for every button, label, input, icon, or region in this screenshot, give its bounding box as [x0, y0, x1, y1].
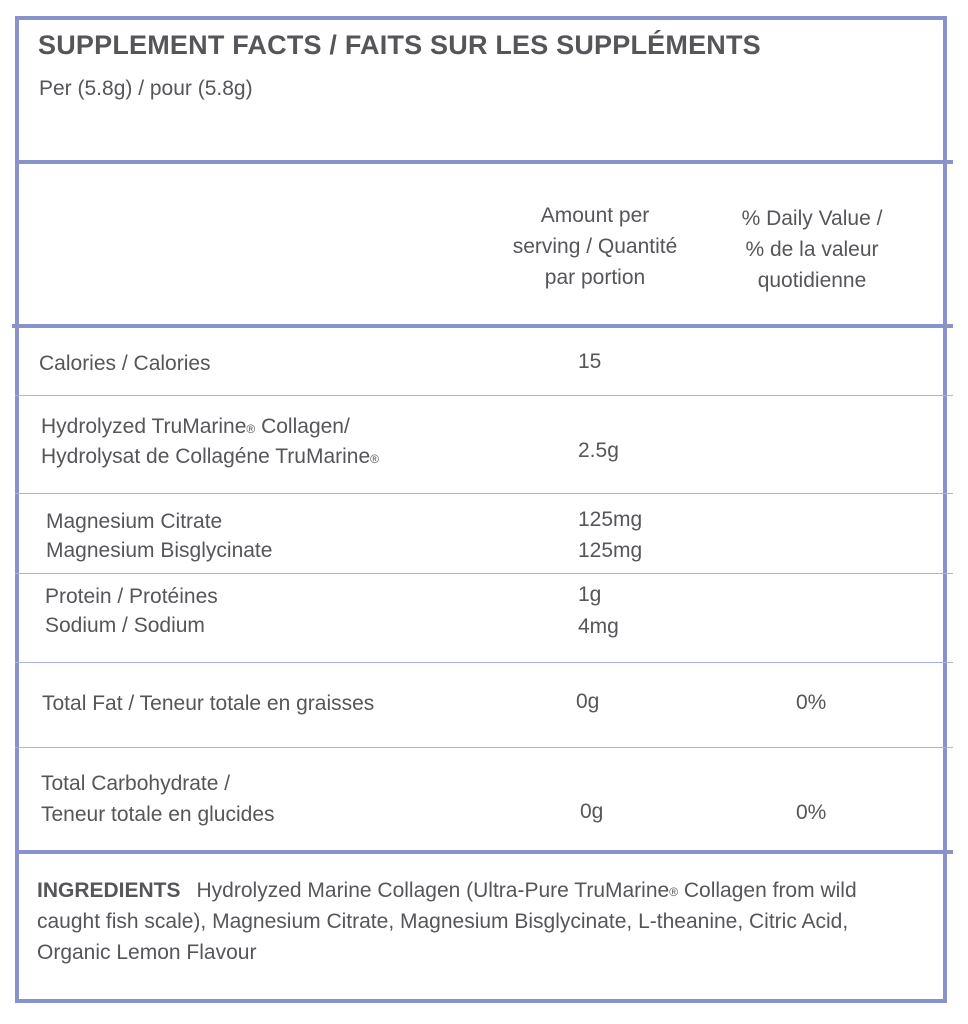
protein-label: Protein / Protéines — [45, 585, 218, 608]
ingredients-divider — [15, 850, 953, 854]
total-carbohydrate-amount: 0g — [580, 800, 604, 823]
total-carbohydrate-dv: 0% — [796, 801, 827, 824]
total-fat-amount: 0g — [576, 690, 600, 713]
panel-title: SUPPLEMENT FACTS / FAITS SUR LES SUPPLÉMENTS — [38, 30, 761, 60]
ingredients-heading: INGREDIENTS — [37, 879, 181, 902]
daily-value-column-heading: % Daily Value / % de la valeur quotidienne — [741, 207, 883, 292]
sodium-label: Sodium / Sodium — [45, 614, 205, 637]
magnesium-citrate-label: Magnesium Citrate — [46, 510, 223, 533]
serving-size: Per (5.8g) / pour (5.8g) — [39, 77, 253, 100]
row-divider — [15, 573, 953, 574]
header-divider — [15, 160, 953, 164]
magnesium-bisglycinate-label: Magnesium Bisglycinate — [46, 539, 273, 562]
calories-label: Calories / Calories — [39, 352, 211, 375]
collagen-label-fr: Hydrolysat de Collagéne TruMarine® — [41, 445, 380, 468]
column-header-divider — [12, 324, 953, 328]
row-divider — [15, 493, 953, 494]
magnesium-citrate-amount: 125mg — [578, 508, 643, 531]
row-divider — [15, 395, 953, 396]
amount-column-heading: Amount per serving / Quantité par portion — [512, 204, 678, 289]
magnesium-bisglycinate-amount: 125mg — [578, 539, 643, 562]
protein-amount: 1g — [578, 583, 602, 606]
sodium-amount: 4mg — [578, 615, 619, 638]
total-carbohydrate-label-fr: Teneur totale en glucides — [41, 803, 275, 826]
ingredients-text: INGREDIENTS Hydrolyzed Marine Collagen (Ultra-Pure TruMarine® Collagen from wild caught fish scale), Magnesium Citrate, Magnesium Bisglycinate, L-theanine, Citric Acid, Organic Lemon Flavour — [37, 879, 857, 964]
row-divider — [15, 747, 953, 748]
collagen-amount: 2.5g — [578, 439, 619, 462]
collagen-label: Hydrolyzed TruMarine® Collagen/ — [41, 415, 350, 438]
total-carbohydrate-label: Total Carbohydrate / — [41, 772, 231, 795]
total-fat-dv: 0% — [796, 691, 827, 714]
row-divider — [15, 662, 953, 663]
calories-amount: 15 — [578, 350, 602, 373]
total-fat-label: Total Fat / Teneur totale en graisses — [42, 692, 375, 715]
